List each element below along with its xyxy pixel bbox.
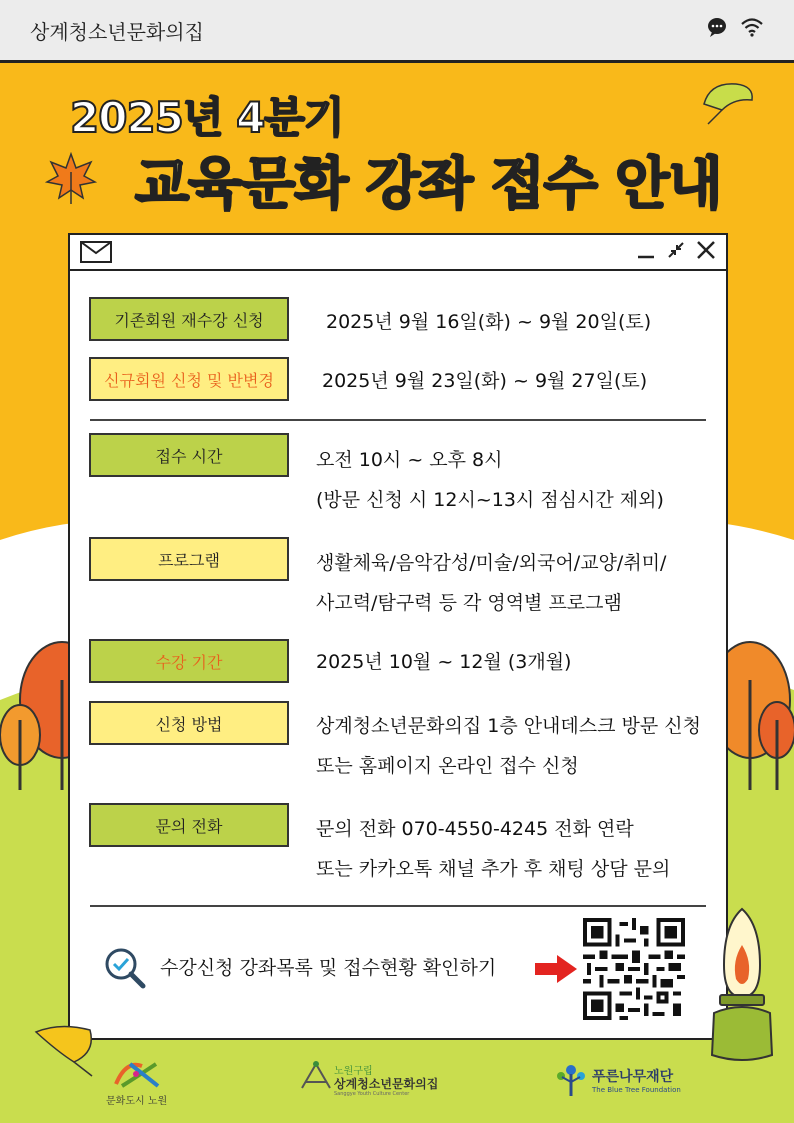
check-courses-link[interactable]: 수강신청 강좌목록 및 접수현황 확인하기 (160, 957, 497, 979)
blue-tree-logo-icon (552, 1062, 590, 1098)
application-method-line1: 상계청소년문화의집 1층 안내데스크 방문 신청 (316, 715, 701, 737)
youth-center-logo-icon (298, 1058, 334, 1094)
wifi-icon (740, 16, 764, 38)
window-controls (636, 240, 716, 260)
arrow-right-icon (535, 953, 579, 985)
footer-logo-district: 노원구립 (334, 1066, 373, 1077)
program-line1: 생활체육/음악감성/미술/외국어/교양/취미/ (316, 552, 667, 574)
tag-course-period: 수강 기간 (89, 639, 289, 683)
footer-logo-nowon: 문화도시 노원 (106, 1096, 168, 1107)
tag-inquiry: 문의 전화 (89, 803, 289, 847)
tag-existing-members: 기존회원 재수강 신청 (89, 297, 289, 341)
inquiry-line1: 문의 전화 070-4550-4245 전화 연락 (316, 818, 634, 840)
tag-reception-hours: 접수 시간 (89, 433, 289, 477)
new-members-dates: 2025년 9월 23일(화) ~ 9월 27일(토) (322, 370, 648, 392)
minimize-icon[interactable] (636, 240, 656, 260)
tag-new-members: 신규회원 신청 및 반변경 (89, 357, 289, 401)
info-window (68, 233, 728, 1040)
reception-hours-line2: (방문 신청 시 12시~13시 점심시간 제외) (316, 489, 664, 511)
shrink-icon[interactable] (666, 240, 686, 260)
title-year-quarter: 2025년 4분기 (70, 93, 344, 142)
divider-top (90, 419, 706, 421)
reception-hours-line1: 오전 10시 ~ 오후 8시 (316, 449, 503, 471)
top-bar (0, 0, 794, 63)
footer-logo-blue-tree: 푸른나무재단 (592, 1069, 674, 1085)
program-line2: 사고력/탐구력 등 각 영역별 프로그램 (316, 592, 622, 614)
application-method-line2: 또는 홈페이지 온라인 접수 신청 (316, 755, 579, 777)
top-bar-icons (706, 16, 764, 38)
footer-logo-blue-tree-en: The Blue Tree Foundation (592, 1086, 681, 1094)
magnifier-check-icon (104, 947, 146, 989)
course-period-value: 2025년 10월 ~ 12월 (3개월) (316, 651, 572, 673)
footer-logo-youth-center-en: Sanggye Youth Culture Center (334, 1091, 410, 1097)
close-icon[interactable] (696, 240, 716, 260)
tag-program: 프로그램 (89, 537, 289, 581)
footer-logos (0, 1040, 794, 1123)
existing-members-dates: 2025년 9월 16일(화) ~ 9월 20일(토) (326, 311, 652, 333)
footer-logo-youth-center: 상계청소년문화의집 (334, 1077, 439, 1091)
ginkgo-leaf-icon (700, 80, 756, 126)
qr-code-icon[interactable] (583, 918, 685, 1020)
mail-icon (80, 241, 112, 263)
title-main: 교육문화 강좌 접수 안내 (135, 152, 722, 217)
nowon-culture-city-logo-icon (112, 1058, 162, 1090)
inquiry-line2: 또는 카카오톡 채널 추가 후 채팅 상담 문의 (316, 858, 671, 880)
site-name: 상계청소년문화의집 (30, 20, 204, 44)
divider-bottom (90, 905, 706, 907)
maple-leaf-icon (45, 152, 97, 204)
window-titlebar (70, 235, 726, 271)
tag-application-method: 신청 방법 (89, 701, 289, 745)
chat-bubble-icon (706, 16, 728, 38)
